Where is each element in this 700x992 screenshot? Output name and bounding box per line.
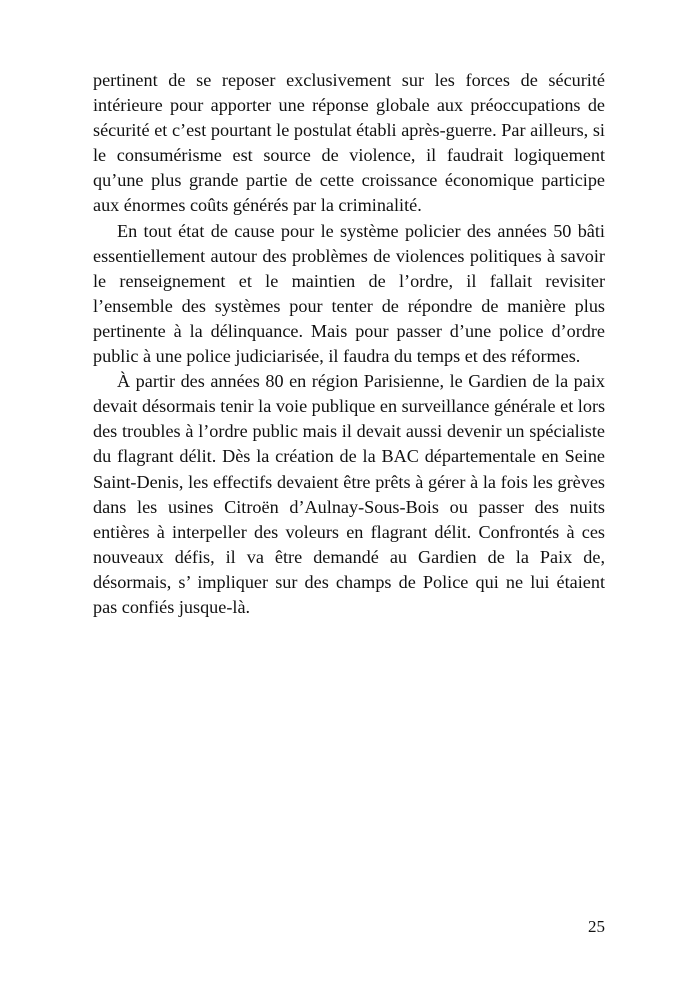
paragraph-3-line-2: devait désormais tenir la voie publique en surveillance générale et lors (93, 396, 606, 417)
paragraph-3-line-8: nouveaux défis, il va être demandé au Gardien de la Paix de, (93, 546, 605, 567)
paragraph-2-line-6: public à une police judiciarisée, il faudra du temps et des réformes. (93, 346, 581, 367)
paragraph-1-line-4: le consumérisme est source de violence, il faudrait logiquement (93, 145, 605, 166)
paragraph-3-line-9: désormais, s’ impliquer sur des champs de Police qui ne lui étaient (93, 571, 605, 592)
paragraph-3-line-4: du flagrant délit. Dès la création de la BAC départementale en Seine (93, 446, 605, 467)
body-text (93, 68, 605, 620)
paragraph-3-line-1: À partir des années 80 en région Parisienne, le Gardien de la paix (117, 371, 605, 392)
paragraph-2-line-2: essentiellement autour des problèmes de violences politiques à savoir (93, 245, 605, 266)
paragraph-1-line-6: aux énormes coûts générés par la criminalité. (93, 195, 422, 216)
paragraph-2-line-1: En tout état de cause pour le système policier des années 50 bâti (117, 220, 605, 241)
paragraph-3-line-7: entières à interpeller des voleurs en flagrant délit. Confrontés à ces (93, 521, 605, 542)
paragraph-2-line-3: le renseignement et le maintien de l’ordre, il fallait revisiter (93, 270, 605, 291)
paragraph-3-line-3: des troubles à l’ordre public mais il devait aussi devenir un spécialiste (93, 421, 605, 442)
paragraph-1-line-5: qu’une plus grande partie de cette croissance économique participe (93, 170, 605, 191)
paragraph-3-line-6: dans les usines Citroën d’Aulnay-Sous-Bois ou passer des nuits (93, 496, 605, 517)
paragraph-1-line-1: pertinent de se reposer exclusivement sur les forces de sécurité (93, 70, 605, 90)
paragraph-1-line-3: sécurité et c’est pourtant le postulat établi après-guerre. Par ailleurs, si (93, 120, 605, 141)
paragraph-3-line-10: pas confiés jusque-là. (93, 596, 251, 617)
paragraph-2-line-5: pertinente à la délinquance. Mais pour passer d’une police d’ordre (93, 320, 605, 341)
page-number: 25 (588, 917, 605, 936)
paragraph-1-line-2: intérieure pour apporter une réponse globale aux préoccupations de (93, 95, 605, 116)
paragraph-2-line-4: l’ensemble des systèmes pour tenter de répondre de manière plus (93, 295, 605, 316)
paragraph-3-line-5: Saint-Denis, les effectifs devaient être prêts à gérer à la fois les grèves (93, 471, 605, 492)
